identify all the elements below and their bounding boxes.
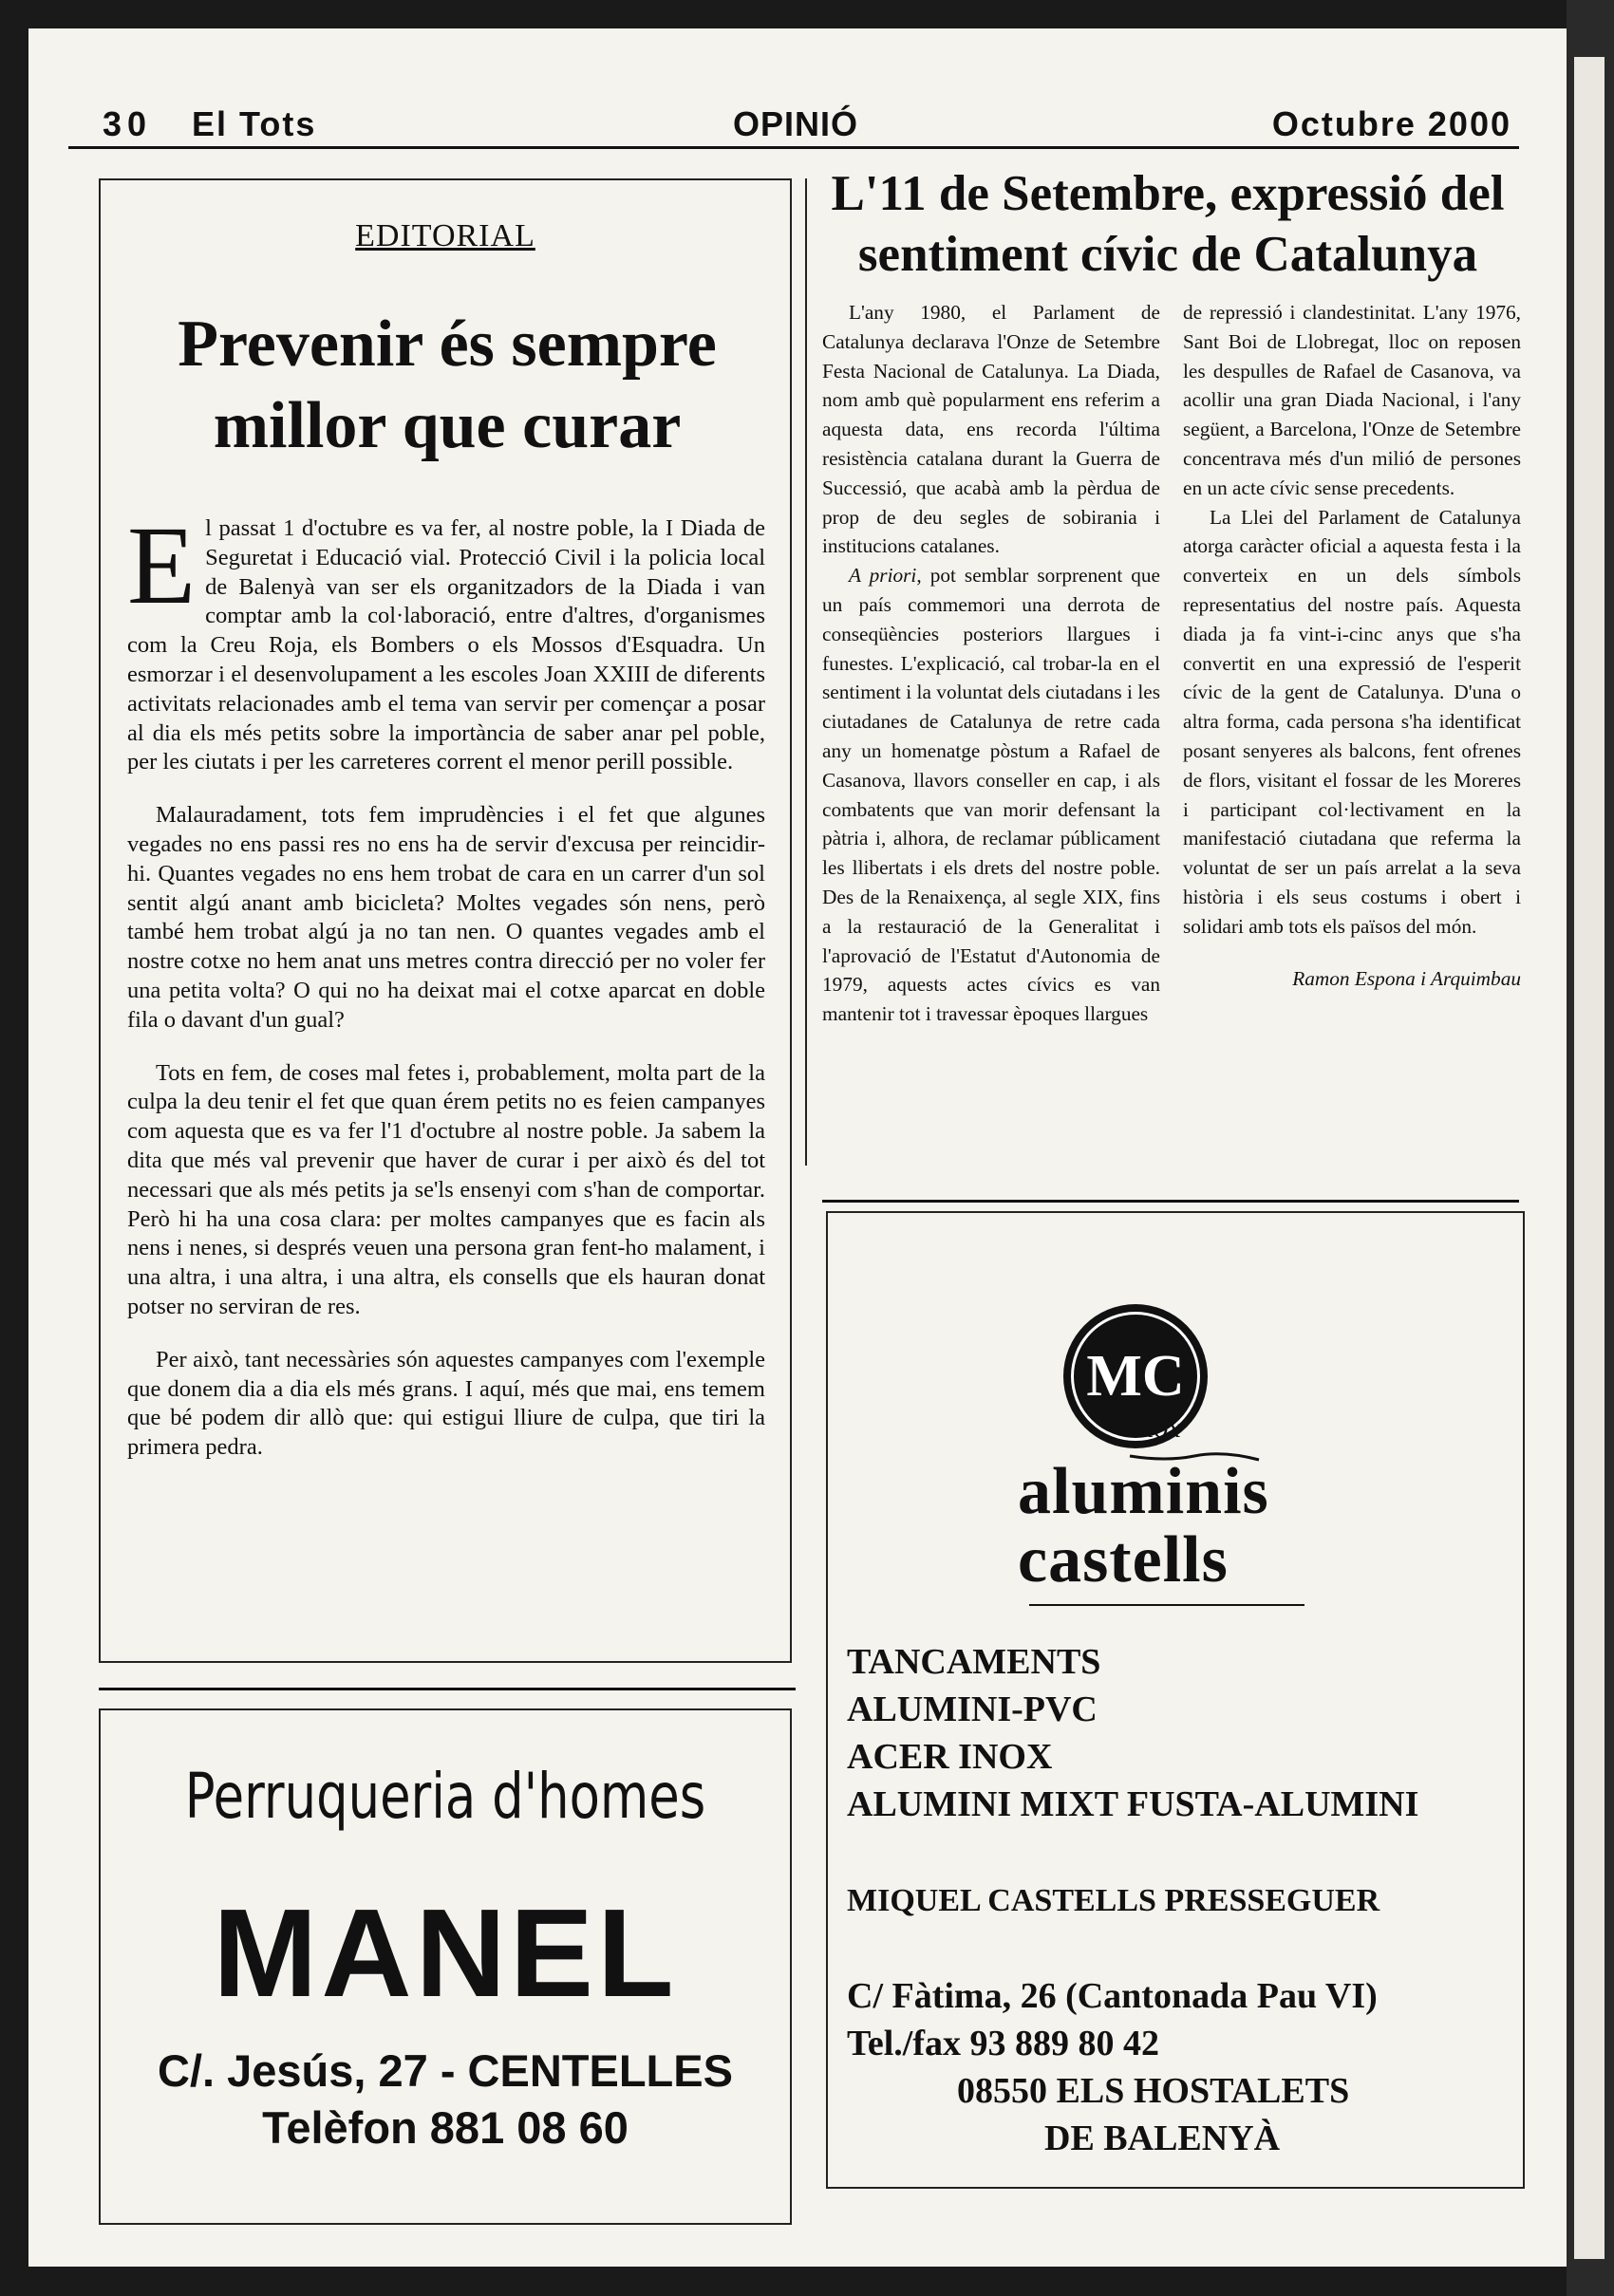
article-author: Ramon Espona i Arquimbau (1292, 966, 1521, 990)
article-paragraph: La Llei del Parlament de Catalunya atorga caràcter oficial a aquesta festa i la converteix en un dels símbols representatius del nostre país. Aquesta diada ja fa vint-i-cinc anys que s'ha convertit en una expressió de l'esperit cívic de la gent de Catalunya. D'una o altra forma, cada persona s'ha identificat posant senyeres als balcons, fent ofrenes de flors, visitant el fossar de les Moreres i participant col·lectivament en la manifestació ciutadana que referma la voluntat de ser un país arrelat a la seva història i els seus costums i obert i solidari amb tots els països del món. (1183, 505, 1521, 938)
paragraph-text: , pot semblar sorprenent que un país commemori una derrota de conseqüències posteriors llargues i funestes. L'explicació, cal trobar-la en el sentiment i la voluntat dels ciutadans i les ciutadanes de Catalunya de retre cada any un homenatge pòstum a Rafael de Casanova, llavors conseller en cap, i als combatents que van morir defensant la pàtria i, alhora, de reclamar públicament les llibertats i els drets del nostre poble. Des de la Renaixença, al segle XIX, fins a la restauració de la Generalitat i l'aprovació de l'Estatut d'Autonomia de 1979, aquests actes cívics es van mantenir tot i travessar èpoques llargues (822, 564, 1161, 1026)
ad-subtitle: Perruqueria d'homes (184, 1760, 706, 1833)
editorial-title (120, 304, 775, 467)
publication-name: El Tots (192, 104, 317, 143)
product-list (847, 1638, 1511, 1828)
next-page-paper (1574, 57, 1605, 2259)
ad-phone: Telèfon 881 08 60 (262, 2102, 629, 2153)
paragraph-text: l passat 1 d'octubre es va fer, al nostre poble, la I Diada de Seguretat i Educació vial. Protecció Civil i la policia local de Balenyà van ser els organitzadors de la Diada i van comptar amb la col·laboració, entre d'altres, d'organismes com la Creu Roja, els Bombers o els Mossos d'Esquadra. Un esmorzar i el desenvolupament a les escoles Joan XXIII de diferents activitats relacionades amb el tema van servir per començar a posar al dia els més petits sobre la importància de saber anar pel poble, per les ciutats i per les carreteres corrent el menor perill possible. (127, 515, 765, 775)
business-name-line: castells (1018, 1523, 1229, 1596)
editorial-paragraph (127, 503, 765, 777)
article-title-line: sentiment cívic de Catalunya (857, 227, 1478, 282)
article-column-right (1183, 298, 1521, 993)
logo-underline (1029, 1604, 1304, 1606)
ad-owner: MIQUEL CASTELLS PRESSEGUER (847, 1883, 1380, 1918)
editorial-title-line: Prevenir és sempre (178, 308, 717, 381)
ad-address: C/. Jesús, 27 - CENTELLES (158, 2045, 733, 2096)
barber-advertisement (99, 1708, 792, 2225)
editorial-body (127, 503, 765, 1486)
section-title: OPINIÓ (733, 104, 859, 143)
editorial-title-line: millor que curar (213, 389, 682, 462)
page-header (68, 78, 1511, 146)
editorial-kicker: EDITORIAL (355, 218, 535, 253)
section-rule (822, 1200, 1519, 1203)
article-paragraph: L'any 1980, el Parlament de Catalunya declarava l'Onze de Setembre Festa Nacional de Catalunya. La Diada, nom amb què popularment ens referim a aquesta data, ens recorda l'última resistència catalana durant la Guerra de Successió, que acabà amb la pèrdua de prop de deu segles de sobirania i institucions catalanes. (822, 301, 1160, 558)
address-line: DE BALENYÀ (1044, 2119, 1281, 2158)
business-name-line: aluminis (1018, 1455, 1269, 1528)
page-number: 30 (103, 104, 153, 143)
address-line: 08550 ELS HOSTALETS (957, 2071, 1350, 2111)
column-divider (805, 178, 807, 1166)
product-item: ACER INOX (847, 1737, 1053, 1777)
editorial-box (99, 178, 792, 1663)
next-page-edge (1567, 0, 1614, 2296)
editorial-paragraph: Per això, tant necessàries són aquestes campanyes com l'exemple que donem dia a dia els més grans. I aquí, més que mai, ens temem que bé podem dir allò que: qui estigui lliure de culpa, que tiri la primera pedra. (127, 1346, 765, 1461)
header-rule (68, 146, 1519, 149)
article-title (818, 163, 1517, 285)
article-title-line: L'11 de Setembre, expressió del (831, 166, 1505, 221)
article-paragraph (822, 561, 1160, 1029)
ad-business-name: MANEL (213, 1883, 678, 2023)
drop-cap: E (127, 503, 197, 627)
article-paragraph: de repressió i clandestinitat. L'any 1976, Sant Boi de Llobregat, lloc on reposen les despulles de Rafael de Casanova, va acollir una gran Diada Nacional, i l'any següent, a Barcelona, l'Onze de Setembre concentrava més d'un milió de persones en un acte cívic sense precedents. (1183, 301, 1521, 499)
section-rule (99, 1688, 796, 1690)
article-column-left (822, 298, 1160, 1029)
ad-business-name (1018, 1455, 1303, 1596)
editorial-paragraph: Tots en fem, de coses mal fetes i, probablement, molta part de la culpa la deu tenir el fet que quan érem petits no es feien campanyes com aquesta que es va fer l'1 d'octubre al nostre poble. Ja sabem la dita que més val prevenir que haver de curar i per això és del tot necessari que als més petits ja se'ls ensenyi com s'han de comportar. Però hi ha una cosa clara: per moltes campanyes que es facin als nens i nenes, si després veuen una persona gran fent-ho malament, i una altra, i una altra, i una altra, els consells que els hauran donat potser no serviran de res. (127, 1059, 765, 1319)
logo-script: inox (1132, 1412, 1181, 1444)
aluminis-advertisement (826, 1211, 1525, 2189)
product-item: ALUMINI MIXT FUSTA-ALUMINI (847, 1784, 1419, 1824)
issue-date: Octubre 2000 (1271, 104, 1511, 143)
product-item: ALUMINI-PVC (847, 1689, 1098, 1729)
ad-address (847, 1972, 1511, 2162)
logo-initials: MC (1086, 1343, 1185, 1409)
product-item: TANCAMENTS (847, 1642, 1101, 1682)
editorial-paragraph: Malauradament, tots fem imprudències i el fet que algunes vegades no ens passi res no ens ha de servir d'excusa per reincidir-hi. Quantes vegades no ens hem trobat de cara en un carrer d'un sol sentit algú anant amb bicicleta? Moltes vegades són nens, però també hem trobat algú ja no tan nen. O quantes vegades amb el nostre cotxe no hem anat uns metres contra direcció per no voler fer una petita volta? O qui no ha deixat mai el cotxe aparcat en doble fila o davant d'un gual? (127, 802, 765, 1033)
phone-line: Tel./fax 93 889 80 42 (847, 2024, 1159, 2063)
address-line: C/ Fàtima, 26 (Cantonada Pau VI) (847, 1976, 1378, 2016)
italic-phrase: A priori (849, 564, 917, 588)
